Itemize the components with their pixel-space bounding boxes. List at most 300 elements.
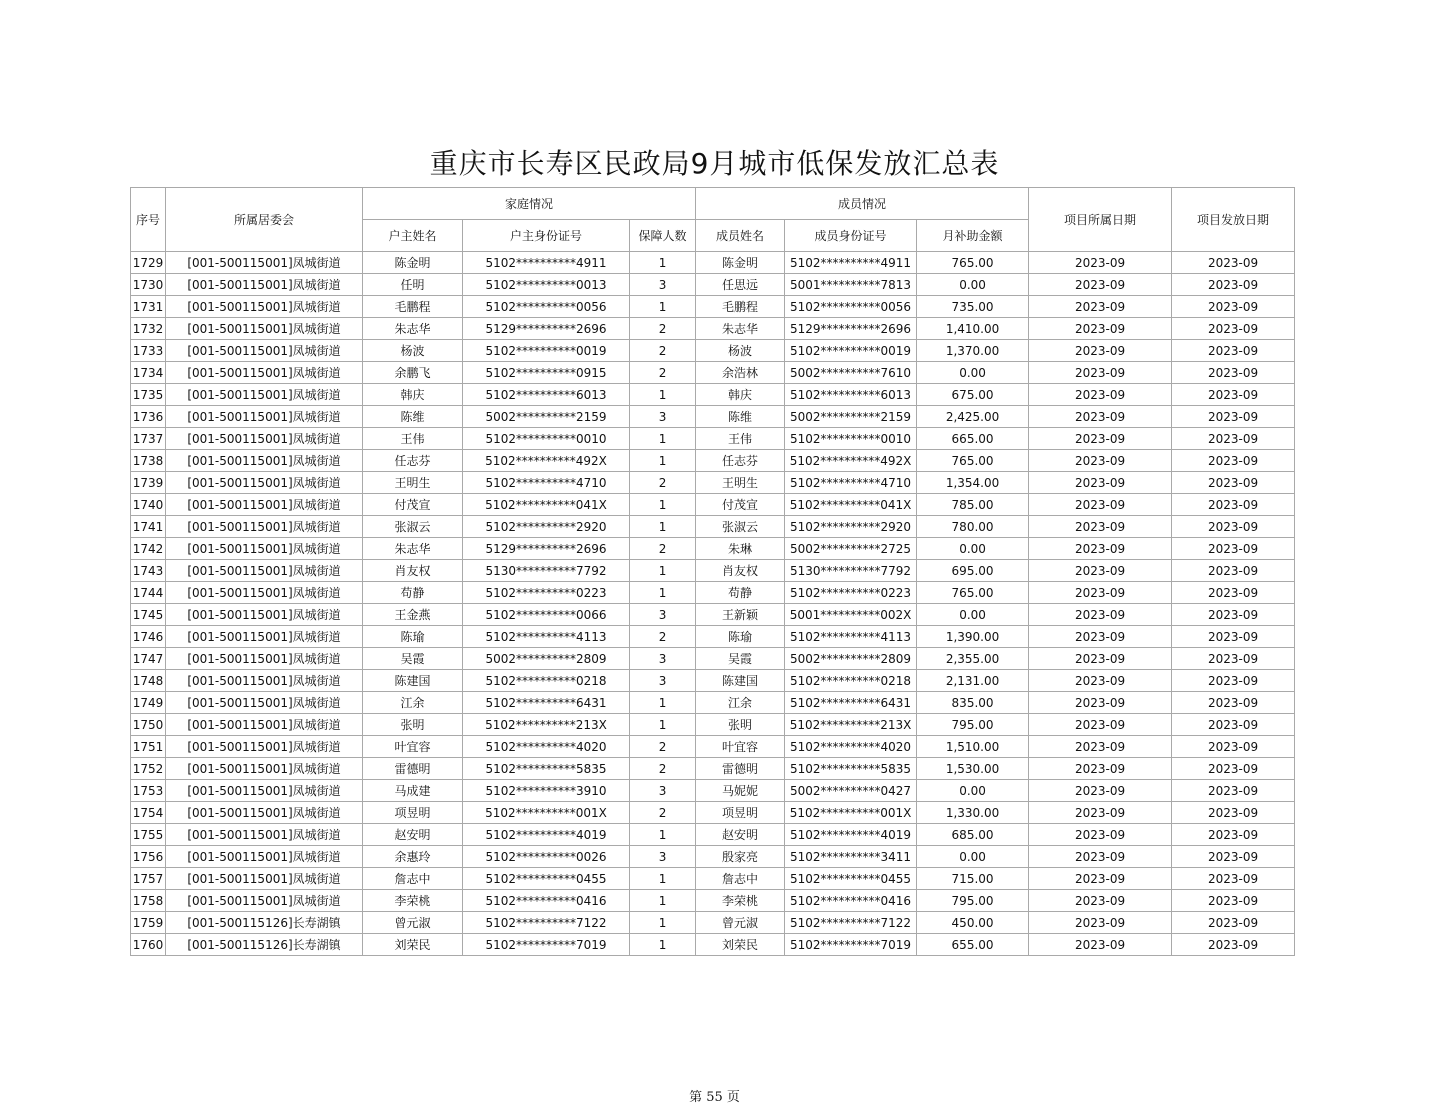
head-id-cell: 5102**********0026 — [463, 846, 630, 868]
head-name-cell: 苟静 — [363, 582, 463, 604]
head-name-cell: 詹志中 — [363, 868, 463, 890]
head-id-cell: 5102**********001X — [463, 802, 630, 824]
member-name-cell: 苟静 — [696, 582, 785, 604]
issue-date-cell: 2023-09 — [1172, 780, 1295, 802]
member-name-cell: 项昱明 — [696, 802, 785, 824]
item-date-cell: 2023-09 — [1029, 560, 1172, 582]
member-id-cell: 5002**********2809 — [785, 648, 917, 670]
head-name-cell: 杨波 — [363, 340, 463, 362]
issue-date-cell: 2023-09 — [1172, 824, 1295, 846]
committee-cell: [001-500115001]凤城街道 — [166, 758, 363, 780]
table-row — [131, 714, 1295, 736]
table-row — [131, 560, 1295, 582]
member-name-cell: 王新颖 — [696, 604, 785, 626]
committee-cell: [001-500115001]凤城街道 — [166, 890, 363, 912]
table-row — [131, 582, 1295, 604]
persons-cell: 1 — [630, 252, 696, 274]
member-id-cell: 5102**********492X — [785, 450, 917, 472]
head-id-cell: 5102**********3910 — [463, 780, 630, 802]
member-id-cell: 5102**********0455 — [785, 868, 917, 890]
issue-date-cell: 2023-09 — [1172, 758, 1295, 780]
member-name-cell: 李荣桃 — [696, 890, 785, 912]
amount-cell: 0.00 — [917, 604, 1029, 626]
table-row — [131, 868, 1295, 890]
header-member-id: 成员身份证号 — [785, 220, 917, 252]
head-name-cell: 任明 — [363, 274, 463, 296]
seq-cell: 1730 — [131, 274, 166, 296]
member-name-cell: 朱琳 — [696, 538, 785, 560]
member-id-cell: 5102**********041X — [785, 494, 917, 516]
head-name-cell: 张明 — [363, 714, 463, 736]
header-issue-date: 项目发放日期 — [1172, 188, 1295, 252]
head-name-cell: 雷德明 — [363, 758, 463, 780]
committee-cell: [001-500115001]凤城街道 — [166, 274, 363, 296]
head-id-cell: 5102**********0056 — [463, 296, 630, 318]
amount-cell: 715.00 — [917, 868, 1029, 890]
table-row — [131, 274, 1295, 296]
persons-cell: 1 — [630, 714, 696, 736]
head-name-cell: 余惠玲 — [363, 846, 463, 868]
head-id-cell: 5102**********0066 — [463, 604, 630, 626]
seq-cell: 1752 — [131, 758, 166, 780]
member-id-cell: 5102**********0019 — [785, 340, 917, 362]
item-date-cell: 2023-09 — [1029, 428, 1172, 450]
persons-cell: 2 — [630, 626, 696, 648]
persons-cell: 3 — [630, 846, 696, 868]
head-id-cell: 5129**********2696 — [463, 538, 630, 560]
persons-cell: 2 — [630, 362, 696, 384]
member-id-cell: 5102**********0223 — [785, 582, 917, 604]
member-name-cell: 叶宜容 — [696, 736, 785, 758]
head-id-cell: 5129**********2696 — [463, 318, 630, 340]
amount-cell: 0.00 — [917, 362, 1029, 384]
member-name-cell: 张明 — [696, 714, 785, 736]
item-date-cell: 2023-09 — [1029, 802, 1172, 824]
committee-cell: [001-500115001]凤城街道 — [166, 560, 363, 582]
committee-cell: [001-500115001]凤城街道 — [166, 692, 363, 714]
table-row — [131, 494, 1295, 516]
member-id-cell: 5102**********7122 — [785, 912, 917, 934]
head-id-cell: 5102**********4019 — [463, 824, 630, 846]
issue-date-cell: 2023-09 — [1172, 318, 1295, 340]
member-id-cell: 5102**********4911 — [785, 252, 917, 274]
table-row — [131, 780, 1295, 802]
head-id-cell: 5102**********5835 — [463, 758, 630, 780]
persons-cell: 3 — [630, 274, 696, 296]
head-id-cell: 5102**********4911 — [463, 252, 630, 274]
member-id-cell: 5130**********7792 — [785, 560, 917, 582]
member-name-cell: 任志芬 — [696, 450, 785, 472]
page-title: 重庆市长寿区民政局9月城市低保发放汇总表 — [429, 147, 1000, 180]
persons-cell: 1 — [630, 934, 696, 956]
head-id-cell: 5102**********4710 — [463, 472, 630, 494]
member-id-cell: 5129**********2696 — [785, 318, 917, 340]
head-name-cell: 朱志华 — [363, 538, 463, 560]
head-id-cell: 5002**********2159 — [463, 406, 630, 428]
persons-cell: 2 — [630, 472, 696, 494]
item-date-cell: 2023-09 — [1029, 362, 1172, 384]
member-id-cell: 5001**********002X — [785, 604, 917, 626]
seq-cell: 1745 — [131, 604, 166, 626]
head-name-cell: 吴霞 — [363, 648, 463, 670]
issue-date-cell: 2023-09 — [1172, 692, 1295, 714]
seq-cell: 1732 — [131, 318, 166, 340]
persons-cell: 2 — [630, 318, 696, 340]
persons-cell: 1 — [630, 824, 696, 846]
issue-date-cell: 2023-09 — [1172, 362, 1295, 384]
table-row — [131, 736, 1295, 758]
committee-cell: [001-500115001]凤城街道 — [166, 516, 363, 538]
member-id-cell: 5002**********7610 — [785, 362, 917, 384]
head-id-cell: 5102**********0013 — [463, 274, 630, 296]
seq-cell: 1741 — [131, 516, 166, 538]
header-persons: 保障人数 — [630, 220, 696, 252]
item-date-cell: 2023-09 — [1029, 912, 1172, 934]
head-name-cell: 付茂宣 — [363, 494, 463, 516]
member-id-cell: 5102**********2920 — [785, 516, 917, 538]
amount-cell: 0.00 — [917, 846, 1029, 868]
committee-cell: [001-500115001]凤城街道 — [166, 846, 363, 868]
member-name-cell: 陈维 — [696, 406, 785, 428]
page-number: 第 55 页 — [689, 1090, 740, 1105]
header-member-group: 成员情况 — [696, 188, 1029, 220]
relief-summary-table — [130, 187, 1295, 956]
head-name-cell: 韩庆 — [363, 384, 463, 406]
head-id-cell: 5102**********0455 — [463, 868, 630, 890]
amount-cell: 1,410.00 — [917, 318, 1029, 340]
member-name-cell: 毛鹏程 — [696, 296, 785, 318]
seq-cell: 1758 — [131, 890, 166, 912]
amount-cell: 0.00 — [917, 538, 1029, 560]
seq-cell: 1753 — [131, 780, 166, 802]
committee-cell: [001-500115001]凤城街道 — [166, 868, 363, 890]
committee-cell: [001-500115001]凤城街道 — [166, 340, 363, 362]
member-id-cell: 5102**********4113 — [785, 626, 917, 648]
head-name-cell: 李荣桃 — [363, 890, 463, 912]
seq-cell: 1754 — [131, 802, 166, 824]
persons-cell: 2 — [630, 736, 696, 758]
member-name-cell: 刘荣民 — [696, 934, 785, 956]
table-row — [131, 406, 1295, 428]
item-date-cell: 2023-09 — [1029, 406, 1172, 428]
item-date-cell: 2023-09 — [1029, 472, 1172, 494]
table-row — [131, 472, 1295, 494]
head-id-cell: 5102**********0010 — [463, 428, 630, 450]
committee-cell: [001-500115001]凤城街道 — [166, 296, 363, 318]
committee-cell: [001-500115001]凤城街道 — [166, 472, 363, 494]
member-id-cell: 5102**********6013 — [785, 384, 917, 406]
head-id-cell: 5102**********7019 — [463, 934, 630, 956]
seq-cell: 1750 — [131, 714, 166, 736]
head-name-cell: 肖友权 — [363, 560, 463, 582]
head-id-cell: 5102**********0019 — [463, 340, 630, 362]
seq-cell: 1755 — [131, 824, 166, 846]
amount-cell: 0.00 — [917, 780, 1029, 802]
item-date-cell: 2023-09 — [1029, 692, 1172, 714]
member-name-cell: 杨波 — [696, 340, 785, 362]
item-date-cell: 2023-09 — [1029, 890, 1172, 912]
head-name-cell: 赵安明 — [363, 824, 463, 846]
member-id-cell: 5102**********4019 — [785, 824, 917, 846]
head-id-cell: 5102**********041X — [463, 494, 630, 516]
issue-date-cell: 2023-09 — [1172, 648, 1295, 670]
amount-cell: 655.00 — [917, 934, 1029, 956]
seq-cell: 1759 — [131, 912, 166, 934]
issue-date-cell: 2023-09 — [1172, 538, 1295, 560]
issue-date-cell: 2023-09 — [1172, 296, 1295, 318]
header-committee: 所属居委会 — [166, 188, 363, 252]
persons-cell: 3 — [630, 648, 696, 670]
item-date-cell: 2023-09 — [1029, 538, 1172, 560]
issue-date-cell: 2023-09 — [1172, 406, 1295, 428]
amount-cell: 1,510.00 — [917, 736, 1029, 758]
seq-cell: 1746 — [131, 626, 166, 648]
issue-date-cell: 2023-09 — [1172, 428, 1295, 450]
issue-date-cell: 2023-09 — [1172, 912, 1295, 934]
committee-cell: [001-500115001]凤城街道 — [166, 714, 363, 736]
table-body — [131, 252, 1295, 956]
issue-date-cell: 2023-09 — [1172, 340, 1295, 362]
amount-cell: 1,390.00 — [917, 626, 1029, 648]
seq-cell: 1731 — [131, 296, 166, 318]
head-name-cell: 王明生 — [363, 472, 463, 494]
header-seq: 序号 — [131, 188, 166, 252]
committee-cell: [001-500115001]凤城街道 — [166, 384, 363, 406]
table-row — [131, 340, 1295, 362]
head-id-cell: 5102**********2920 — [463, 516, 630, 538]
persons-cell: 3 — [630, 604, 696, 626]
issue-date-cell: 2023-09 — [1172, 516, 1295, 538]
amount-cell: 450.00 — [917, 912, 1029, 934]
seq-cell: 1760 — [131, 934, 166, 956]
item-date-cell: 2023-09 — [1029, 384, 1172, 406]
committee-cell: [001-500115001]凤城街道 — [166, 494, 363, 516]
issue-date-cell: 2023-09 — [1172, 582, 1295, 604]
item-date-cell: 2023-09 — [1029, 780, 1172, 802]
committee-cell: [001-500115001]凤城街道 — [166, 626, 363, 648]
persons-cell: 1 — [630, 692, 696, 714]
head-id-cell: 5102**********0416 — [463, 890, 630, 912]
committee-cell: [001-500115001]凤城街道 — [166, 252, 363, 274]
member-name-cell: 张淑云 — [696, 516, 785, 538]
issue-date-cell: 2023-09 — [1172, 890, 1295, 912]
head-name-cell: 陈金明 — [363, 252, 463, 274]
member-name-cell: 曾元淑 — [696, 912, 785, 934]
issue-date-cell: 2023-09 — [1172, 846, 1295, 868]
member-name-cell: 马妮妮 — [696, 780, 785, 802]
member-name-cell: 陈金明 — [696, 252, 785, 274]
issue-date-cell: 2023-09 — [1172, 560, 1295, 582]
head-name-cell: 毛鹏程 — [363, 296, 463, 318]
issue-date-cell: 2023-09 — [1172, 736, 1295, 758]
issue-date-cell: 2023-09 — [1172, 252, 1295, 274]
amount-cell: 780.00 — [917, 516, 1029, 538]
item-date-cell: 2023-09 — [1029, 318, 1172, 340]
persons-cell: 1 — [630, 912, 696, 934]
member-id-cell: 5102**********0010 — [785, 428, 917, 450]
table-row — [131, 802, 1295, 824]
committee-cell: [001-500115001]凤城街道 — [166, 670, 363, 692]
item-date-cell: 2023-09 — [1029, 626, 1172, 648]
issue-date-cell: 2023-09 — [1172, 626, 1295, 648]
amount-cell: 795.00 — [917, 890, 1029, 912]
seq-cell: 1747 — [131, 648, 166, 670]
header-family-group: 家庭情况 — [363, 188, 696, 220]
head-name-cell: 王伟 — [363, 428, 463, 450]
member-name-cell: 赵安明 — [696, 824, 785, 846]
issue-date-cell: 2023-09 — [1172, 384, 1295, 406]
amount-cell: 1,354.00 — [917, 472, 1029, 494]
persons-cell: 3 — [630, 406, 696, 428]
seq-cell: 1736 — [131, 406, 166, 428]
head-name-cell: 陈瑜 — [363, 626, 463, 648]
member-name-cell: 雷德明 — [696, 758, 785, 780]
issue-date-cell: 2023-09 — [1172, 802, 1295, 824]
head-name-cell: 江余 — [363, 692, 463, 714]
amount-cell: 765.00 — [917, 450, 1029, 472]
seq-cell: 1742 — [131, 538, 166, 560]
issue-date-cell: 2023-09 — [1172, 450, 1295, 472]
member-name-cell: 肖友权 — [696, 560, 785, 582]
head-name-cell: 曾元淑 — [363, 912, 463, 934]
committee-cell: [001-500115001]凤城街道 — [166, 318, 363, 340]
seq-cell: 1733 — [131, 340, 166, 362]
head-name-cell: 陈维 — [363, 406, 463, 428]
member-name-cell: 王伟 — [696, 428, 785, 450]
seq-cell: 1756 — [131, 846, 166, 868]
head-name-cell: 任志芬 — [363, 450, 463, 472]
head-id-cell: 5102**********0223 — [463, 582, 630, 604]
committee-cell: [001-500115126]长寿湖镇 — [166, 934, 363, 956]
item-date-cell: 2023-09 — [1029, 340, 1172, 362]
amount-cell: 2,355.00 — [917, 648, 1029, 670]
item-date-cell: 2023-09 — [1029, 648, 1172, 670]
table-row — [131, 450, 1295, 472]
issue-date-cell: 2023-09 — [1172, 494, 1295, 516]
member-name-cell: 陈瑜 — [696, 626, 785, 648]
amount-cell: 835.00 — [917, 692, 1029, 714]
persons-cell: 3 — [630, 780, 696, 802]
table-row — [131, 846, 1295, 868]
committee-cell: [001-500115001]凤城街道 — [166, 604, 363, 626]
issue-date-cell: 2023-09 — [1172, 934, 1295, 956]
item-date-cell: 2023-09 — [1029, 296, 1172, 318]
member-name-cell: 任思远 — [696, 274, 785, 296]
table-row — [131, 648, 1295, 670]
amount-cell: 2,131.00 — [917, 670, 1029, 692]
seq-cell: 1739 — [131, 472, 166, 494]
header-head-id: 户主身份证号 — [463, 220, 630, 252]
header-amount: 月补助金额 — [917, 220, 1029, 252]
amount-cell: 2,425.00 — [917, 406, 1029, 428]
table-row — [131, 362, 1295, 384]
persons-cell: 2 — [630, 340, 696, 362]
item-date-cell: 2023-09 — [1029, 670, 1172, 692]
head-name-cell: 马成建 — [363, 780, 463, 802]
amount-cell: 675.00 — [917, 384, 1029, 406]
table-row — [131, 670, 1295, 692]
table-row — [131, 252, 1295, 274]
persons-cell: 1 — [630, 868, 696, 890]
head-id-cell: 5102**********6431 — [463, 692, 630, 714]
amount-cell: 785.00 — [917, 494, 1029, 516]
persons-cell: 1 — [630, 890, 696, 912]
persons-cell: 1 — [630, 494, 696, 516]
head-id-cell: 5102**********4113 — [463, 626, 630, 648]
member-id-cell: 5001**********7813 — [785, 274, 917, 296]
issue-date-cell: 2023-09 — [1172, 868, 1295, 890]
amount-cell: 0.00 — [917, 274, 1029, 296]
member-id-cell: 5002**********2159 — [785, 406, 917, 428]
head-name-cell: 项昱明 — [363, 802, 463, 824]
seq-cell: 1729 — [131, 252, 166, 274]
table-row — [131, 318, 1295, 340]
issue-date-cell: 2023-09 — [1172, 714, 1295, 736]
item-date-cell: 2023-09 — [1029, 714, 1172, 736]
persons-cell: 1 — [630, 560, 696, 582]
item-date-cell: 2023-09 — [1029, 736, 1172, 758]
committee-cell: [001-500115126]长寿湖镇 — [166, 912, 363, 934]
member-name-cell: 陈建国 — [696, 670, 785, 692]
committee-cell: [001-500115001]凤城街道 — [166, 736, 363, 758]
head-name-cell: 王金燕 — [363, 604, 463, 626]
member-name-cell: 朱志华 — [696, 318, 785, 340]
table-row — [131, 538, 1295, 560]
amount-cell: 765.00 — [917, 252, 1029, 274]
member-id-cell: 5102**********6431 — [785, 692, 917, 714]
table-row — [131, 890, 1295, 912]
amount-cell: 665.00 — [917, 428, 1029, 450]
head-id-cell: 5102**********4020 — [463, 736, 630, 758]
table-row — [131, 384, 1295, 406]
amount-cell: 1,330.00 — [917, 802, 1029, 824]
head-name-cell: 叶宜容 — [363, 736, 463, 758]
header-item-date: 项目所属日期 — [1029, 188, 1172, 252]
head-id-cell: 5102**********0218 — [463, 670, 630, 692]
member-name-cell: 王明生 — [696, 472, 785, 494]
member-id-cell: 5102**********3411 — [785, 846, 917, 868]
member-name-cell: 付茂宣 — [696, 494, 785, 516]
amount-cell: 1,530.00 — [917, 758, 1029, 780]
persons-cell: 1 — [630, 516, 696, 538]
head-id-cell: 5102**********7122 — [463, 912, 630, 934]
committee-cell: [001-500115001]凤城街道 — [166, 824, 363, 846]
seq-cell: 1738 — [131, 450, 166, 472]
table-row — [131, 934, 1295, 956]
item-date-cell: 2023-09 — [1029, 450, 1172, 472]
member-id-cell: 5102**********0416 — [785, 890, 917, 912]
amount-cell: 735.00 — [917, 296, 1029, 318]
item-date-cell: 2023-09 — [1029, 868, 1172, 890]
item-date-cell: 2023-09 — [1029, 494, 1172, 516]
issue-date-cell: 2023-09 — [1172, 670, 1295, 692]
item-date-cell: 2023-09 — [1029, 274, 1172, 296]
head-name-cell: 刘荣民 — [363, 934, 463, 956]
table-row — [131, 626, 1295, 648]
table-row — [131, 428, 1295, 450]
member-id-cell: 5102**********001X — [785, 802, 917, 824]
seq-cell: 1757 — [131, 868, 166, 890]
committee-cell: [001-500115001]凤城街道 — [166, 450, 363, 472]
persons-cell: 1 — [630, 582, 696, 604]
persons-cell: 1 — [630, 296, 696, 318]
item-date-cell: 2023-09 — [1029, 758, 1172, 780]
table-row — [131, 516, 1295, 538]
head-name-cell: 朱志华 — [363, 318, 463, 340]
member-name-cell: 詹志中 — [696, 868, 785, 890]
item-date-cell: 2023-09 — [1029, 252, 1172, 274]
table-row — [131, 758, 1295, 780]
